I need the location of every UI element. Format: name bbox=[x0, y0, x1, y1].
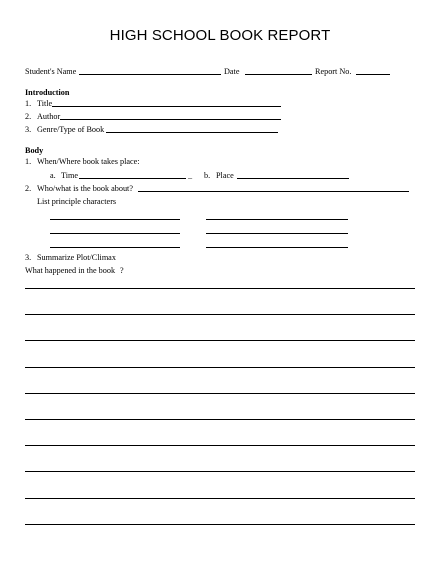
body-item-number: 1. bbox=[25, 157, 32, 166]
character-field[interactable] bbox=[206, 233, 348, 234]
date-field[interactable] bbox=[245, 74, 312, 75]
summary-line[interactable] bbox=[25, 340, 415, 341]
intro-title-field[interactable] bbox=[52, 106, 281, 107]
place-letter: b. bbox=[204, 171, 211, 180]
intro-genre-label: Genre/Type of Book bbox=[37, 125, 105, 134]
what-happened-mark: ? bbox=[120, 266, 124, 275]
report-no-label: Report No. bbox=[315, 67, 352, 76]
summary-line[interactable] bbox=[25, 524, 415, 525]
intro-title-label: Title bbox=[37, 99, 53, 108]
place-field[interactable] bbox=[237, 178, 349, 179]
intro-author-field[interactable] bbox=[60, 119, 281, 120]
character-field[interactable] bbox=[206, 247, 348, 248]
student-name-label: Student's Name bbox=[25, 67, 77, 76]
time-field[interactable] bbox=[79, 178, 186, 179]
character-field[interactable] bbox=[206, 219, 348, 220]
body-item-number: 3. bbox=[25, 253, 32, 262]
intro-item-number: 2. bbox=[25, 112, 32, 121]
character-field[interactable] bbox=[50, 219, 180, 220]
time-letter: a. bbox=[50, 171, 56, 180]
body-heading: Body bbox=[25, 146, 44, 155]
body-item-number: 2. bbox=[25, 184, 32, 193]
intro-item-number: 3. bbox=[25, 125, 32, 134]
when-where-label: When/Where book takes place: bbox=[37, 157, 140, 166]
summary-line[interactable] bbox=[25, 288, 415, 289]
report-no-field[interactable] bbox=[356, 74, 390, 75]
page-title: HIGH SCHOOL BOOK REPORT bbox=[109, 27, 331, 44]
summary-line[interactable] bbox=[25, 367, 415, 368]
date-label: Date bbox=[224, 67, 240, 76]
what-happened-label: What happened in the book bbox=[25, 266, 116, 275]
intro-genre-field[interactable] bbox=[106, 132, 278, 133]
summary-line[interactable] bbox=[25, 498, 415, 499]
character-field[interactable] bbox=[50, 233, 180, 234]
time-label: Time bbox=[61, 171, 78, 180]
summary-line[interactable] bbox=[25, 445, 415, 446]
time-trailing-mark: _ bbox=[188, 171, 193, 180]
characters-label: List principle characters bbox=[37, 197, 117, 206]
introduction-heading: Introduction bbox=[25, 88, 70, 97]
student-name-field[interactable] bbox=[79, 74, 221, 75]
summary-line[interactable] bbox=[25, 471, 415, 472]
intro-item-number: 1. bbox=[25, 99, 32, 108]
summary-line[interactable] bbox=[25, 314, 415, 315]
book-about-field[interactable] bbox=[138, 191, 409, 192]
summary-line[interactable] bbox=[25, 419, 415, 420]
place-label: Place bbox=[216, 171, 234, 180]
character-field[interactable] bbox=[50, 247, 180, 248]
summary-line[interactable] bbox=[25, 393, 415, 394]
summarize-label: Summarize Plot/Climax bbox=[37, 253, 116, 262]
intro-author-label: Author bbox=[37, 112, 61, 121]
book-about-label: Who/what is the book about? bbox=[37, 184, 133, 193]
